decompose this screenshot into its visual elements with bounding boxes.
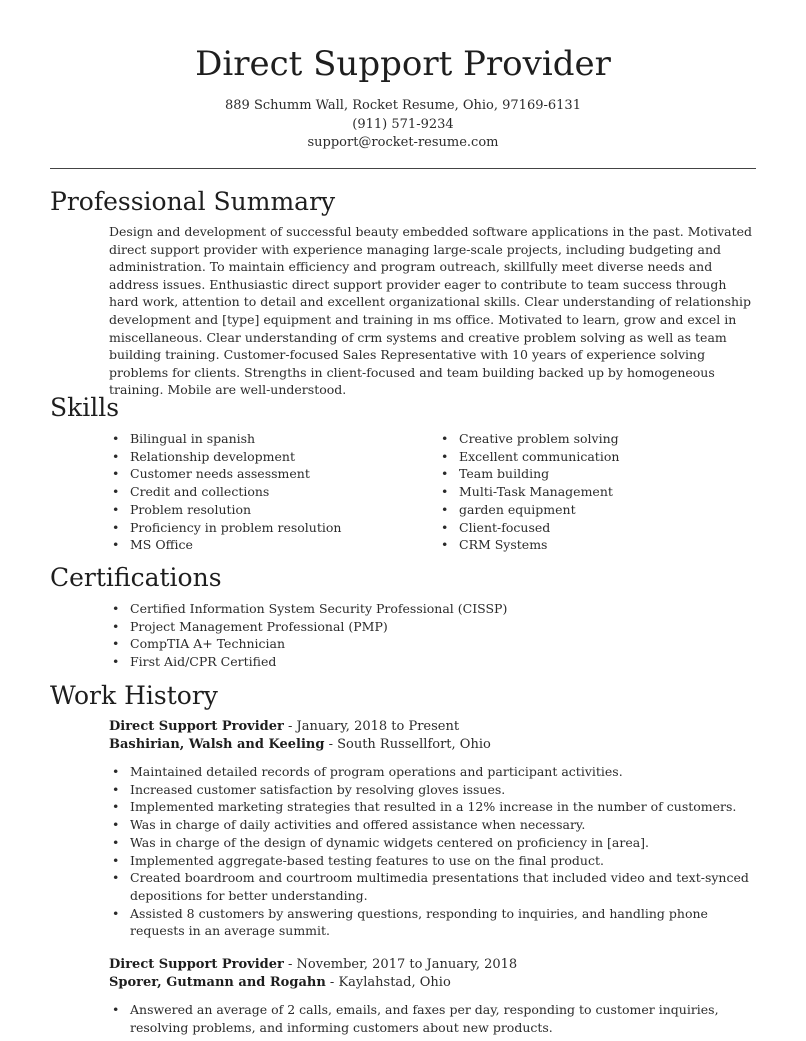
list-item: • Was in charge of the design of dynamic widgets centered on proficiency in [area].	[109, 834, 749, 852]
list-item: • Bilingual in spanish	[109, 430, 429, 448]
list-item: • MS Office	[109, 536, 429, 554]
job-2-title-line	[109, 957, 517, 972]
contact-block	[0, 97, 806, 153]
job-2-company-line	[109, 975, 451, 990]
job-2-company: Sporer, Gutmann and Rogahn	[109, 975, 326, 990]
list-item: • Team building	[438, 465, 738, 483]
header-divider	[50, 168, 756, 169]
list-item: • Implemented marketing strategies that resulted in a 12% increase in the number of customers.	[109, 798, 749, 816]
job-1-company-line	[109, 737, 491, 752]
job-1-company: Bashirian, Walsh and Keeling	[109, 737, 325, 752]
list-item: • CRM Systems	[438, 536, 738, 554]
certifications-title: Certifications	[50, 563, 222, 592]
list-item: • Credit and collections	[109, 483, 429, 501]
resume-name: Direct Support Provider	[195, 44, 611, 84]
list-item: • First Aid/CPR Certified	[109, 653, 749, 671]
job-2-role: Direct Support Provider	[109, 957, 284, 972]
list-item: • Assisted 8 customers by answering questions, responding to inquiries, and handling phone requests in an average summit.	[109, 905, 749, 940]
skills-list-right	[438, 430, 738, 554]
skills-list-left	[109, 430, 429, 554]
contact-address: 889 Schumm Wall, Rocket Resume, Ohio, 97169-6131	[225, 98, 581, 113]
list-item: • Certified Information System Security Professional (CISSP)	[109, 600, 749, 618]
list-item: • Relationship development	[109, 448, 429, 466]
job-1-bullets	[109, 763, 749, 940]
list-item: • Creative problem solving	[438, 430, 738, 448]
list-item: • Increased customer satisfaction by resolving gloves issues.	[109, 781, 749, 799]
list-item: • Was in charge of daily activities and offered assistance when necessary.	[109, 816, 749, 834]
list-item: • Proficiency in problem resolution	[109, 519, 429, 537]
list-item: • CompTIA A+ Technician	[109, 635, 749, 653]
list-item: • Maintained detailed records of program operations and participant activities.	[109, 763, 749, 781]
job-2-location: - Kaylahstad, Ohio	[325, 975, 451, 990]
list-item: • Created boardroom and courtroom multimedia presentations that included video and text-synced depositions for better understanding.	[109, 869, 749, 904]
skills-title: Skills	[50, 393, 120, 422]
list-item: • Client-focused	[438, 519, 738, 537]
job-2-dates: - November, 2017 to January, 2018	[283, 957, 518, 972]
job-1-role: Direct Support Provider	[109, 719, 284, 734]
list-item: • Project Management Professional (PMP)	[109, 618, 749, 636]
job-1-dates: - January, 2018 to Present	[283, 719, 460, 734]
list-item: • Problem resolution	[109, 501, 429, 519]
job-1-title-line	[109, 719, 459, 734]
summary-title: Professional Summary	[50, 187, 336, 216]
list-item: • garden equipment	[438, 501, 738, 519]
list-item: • Implemented aggregate-based testing features to use on the final product.	[109, 852, 749, 870]
contact-phone: (911) 571-9234	[352, 116, 454, 132]
list-item: • Multi-Task Management	[438, 483, 738, 501]
work-history-title: Work History	[50, 681, 218, 710]
certifications-list	[109, 600, 749, 671]
list-item: • Excellent communication	[438, 448, 738, 466]
contact-email: support@rocket-resume.com	[307, 135, 499, 150]
job-2-bullets	[109, 1001, 749, 1036]
job-1-location: - South Russellfort, Ohio	[324, 737, 491, 752]
list-item: • Customer needs assessment	[109, 465, 429, 483]
list-item: • Answered an average of 2 calls, emails, and faxes per day, responding to customer inquiries, resolving problems, and informing customers about new products.	[109, 1001, 749, 1036]
summary-text: Design and development of successful beauty embedded software applications in the past. Motivated direct support provider with experience managing large-scale projects, including budgeting and administration. To maintain efficiency and program outreach, skillfully meet diverse needs and address issues. Enthusiastic direct support provider eager to contribute to team success through hard work, attention to detail and excellent organizational skills. Clear understanding of relationship development and [type] equipment and training in ms office. Motivated to learn, grow and excel in miscellaneous. Clear understanding of crm systems and creative problem solving as well as team building training. Customer-focused Sales Representative with 10 years of experience solving problems for clients. Strengths in client-focused and team building backed up by homogeneous training. Mobile are well-understood.	[109, 224, 753, 398]
